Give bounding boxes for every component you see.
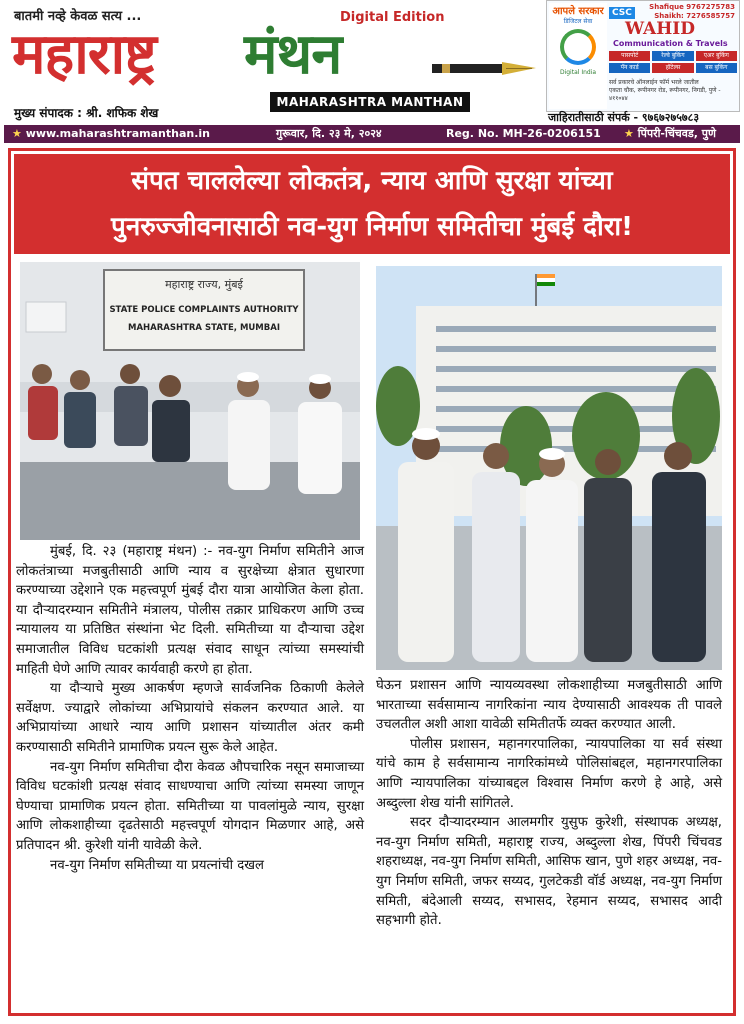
ad-service: एअर बुकिंग [696, 51, 737, 61]
ad-service: पॅन कार्ड [609, 63, 650, 73]
newspaper-logo [12, 20, 532, 90]
photo-police-complaints-authority [20, 262, 360, 540]
digital-edition-label: Digital Edition [340, 10, 445, 25]
photo2-illustration [376, 266, 722, 670]
ad-left-sub: डिजिटल सेवा [563, 18, 593, 25]
aaple-sarkar-panel [549, 3, 607, 109]
ad-service: रेल्वे बुकिंग [652, 51, 693, 61]
issue-date: गुरूवार, दि. २३ मे, २०२४ [276, 127, 382, 140]
ad-address: एकता चौक, रूपीनगर रोड, रूपीनगर, निगडी, पुणे - ४११०४४ [609, 87, 721, 102]
logo-word-manthan: मंथन [244, 22, 342, 87]
sign-text-marathi: महाराष्ट्र राज्य, मुंबई [165, 278, 243, 291]
english-name-banner: MAHARASHTRA MANTHAN [270, 92, 470, 112]
headline-line-1: संपत चाललेल्या लोकतंत्र, न्याय आणि सुरक्षा यांच्या [131, 166, 613, 196]
ad-service: हॉटेल्स [652, 63, 693, 73]
ad-service: बस बुकिंग [696, 63, 737, 73]
paragraph: सदर दौऱ्यादरम्यान आलमगीर युसुफ कुरेशी, संस्थापक अध्यक्ष, नव-युग निर्माण समिती, महाराष्ट्र राज्य, अब्दुल्ला शेख, पिंपरी चिंचवड शहराध्यक्ष, नव-युग निर्माण समिती, आसिफ खान, पुणे शहर अध्यक्ष, नव-युग निर्माण समिती, जफर सय्यद, गुलटेकडी वॉर्ड अध्यक्ष, नव-युग निर्माण समिती, बंदेआली सय्यद, सभासद, रेहमान सय्यद, सभासद आदी सहभागी होते. [376, 815, 722, 929]
ad-left-foot: Digital India [559, 69, 597, 76]
article-column-2 [376, 676, 722, 931]
ad-contact-line: जाहिरातीसाठी संपर्क - ९७६७२७५७८३ [548, 111, 700, 124]
digital-india-logo-icon [560, 29, 596, 65]
location-item [624, 125, 716, 143]
article-headline [14, 154, 730, 254]
info-bar [4, 125, 740, 143]
ad-left-title: आपले सरकार [552, 6, 604, 17]
advertisement-box[interactable] [546, 0, 740, 112]
photo-group-mantralaya [376, 266, 722, 670]
star-icon: ★ [624, 127, 634, 140]
registration-number: Reg. No. MH-26-0206151 [446, 127, 601, 140]
chief-editor-line: मुख्य संपादक : श्री. शफिक शेख [14, 106, 159, 120]
csc-badge: CSC [609, 7, 635, 19]
ad-phone-1: Shafique 9767275783 [649, 3, 735, 11]
sign-text-line3: MAHARASHTRA STATE, MUMBAI [128, 323, 280, 333]
star-icon: ★ [12, 127, 22, 140]
pen-nib-icon [432, 56, 544, 80]
location-text: पिंपरी-चिंचवड, पुणे [637, 127, 717, 140]
ad-services-grid [609, 51, 737, 73]
photo1-illustration [20, 262, 360, 540]
wahid-panel [609, 3, 737, 109]
paragraph: नव-युग निर्माण समितीचा दौरा केवळ औपचारिक नसून समाजाच्या विविध घटकांशी प्रत्यक्ष संवाद साधण्याचा आणि त्यांच्या समस्या जाणून घेण्याचा प्रामाणिक प्रयत्न होता. समितीच्या या पावलांमुळे न्याय, सुरक्षा आणि लोकशाहीच्या दृढतेसाठी महत्त्वपूर्ण योगदान मिळणार आहे, असे प्रतिपादन श्री. कुरेशी यांनी यावेळी केले. [16, 759, 364, 853]
logo-word-maharashtra: महाराष्ट्र [12, 22, 156, 87]
paragraph: या दौऱ्याचे मुख्य आकर्षण म्हणजे सार्वजनिक ठिकाणी केलेले सर्वेक्षण. ज्याद्वारे लोकांच्या अभिप्रायांचे संकलन करण्यात आले. या अभिप्रायांच्या आधारे न्याय आणि प्रशासन यांच्यातील अंतर कमी करण्यासाठी समितीने प्रामाणिक प्रयत्न सुरू केले आहेत. [16, 681, 364, 755]
paragraph: घेऊन प्रशासन आणि न्यायव्यवस्था लोकशाहीच्या मजबुतीसाठी आणि भारताच्या सर्वसामान्य नागरिकांना न्याय देण्यासाठी आवश्यक ती पावले उचलतील अशी आशा यावेळी समितीतर्फे व्यक्त करण्यात आली. [376, 678, 722, 733]
paragraph: पोलीस प्रशासन, महानगरपालिका, न्यायपालिका या सर्व संस्था यांचे काम हे सर्वसामान्य नागरिकांमध्ये पोलिसांबद्दल, महानगरपालिका आणि न्यायपालिका यांच्याबद्दल विश्वास निर्माण करणे हे आहे, असे अब्दुल्ला शेख यांनी सांगितले. [376, 736, 722, 811]
headline-line-2: पुनरुज्जीवनासाठी नव-युग निर्माण समितीचा मुंबई दौरा! [111, 212, 633, 242]
ad-service: पासपोर्ट [609, 51, 650, 61]
sign-text-line2: STATE POLICE COMPLAINTS AUTHORITY [109, 305, 299, 315]
ad-brand-sub: Communication & Travels [613, 39, 728, 48]
ad-brand: WAHID [625, 19, 695, 39]
article-column-1 [16, 542, 364, 875]
ad-footer-text: सर्व प्रकारचे ऑनलाईन फॉर्म भरले जातील [609, 79, 699, 86]
ad-phone-2: Shaikh: 7276585757 [654, 12, 735, 20]
paragraph: नव-युग निर्माण समितीच्या या प्रयत्नांची दखल [50, 857, 264, 873]
paragraph: मुंबई, दि. २३ (महाराष्ट्र मंथन) :- नव-युग निर्माण समितीने आज लोकतंत्राच्या मजबुतीसाठी आणि न्याय व सुरक्षेच्या क्षेत्रात सुधारणा करण्याच्या उद्देशाने एक महत्त्वपूर्ण मुंबई दौरा यात्रा आयोजित केला होता. या दौऱ्यादरम्यान समितीने मंत्रालय, पोलीस तक्रार प्राधिकरण आणि उच्च न्यायालय या प्रतिष्ठित संस्थांना भेट दिली. समितीच्या या दौऱ्याचा उद्देश समाजातील विविध घटकांशी प्रत्यक्ष संवाद साधून त्यांच्या समस्यांची माहिती घेणे आणि त्यावर कार्यवाही करणे हा होता. [16, 544, 364, 677]
tagline: बातमी नव्हे केवळ सत्य ... [14, 9, 142, 24]
website-link[interactable]: www.maharashtramanthan.in [25, 127, 210, 140]
ad-footer [609, 79, 737, 103]
website-item[interactable] [12, 125, 210, 143]
